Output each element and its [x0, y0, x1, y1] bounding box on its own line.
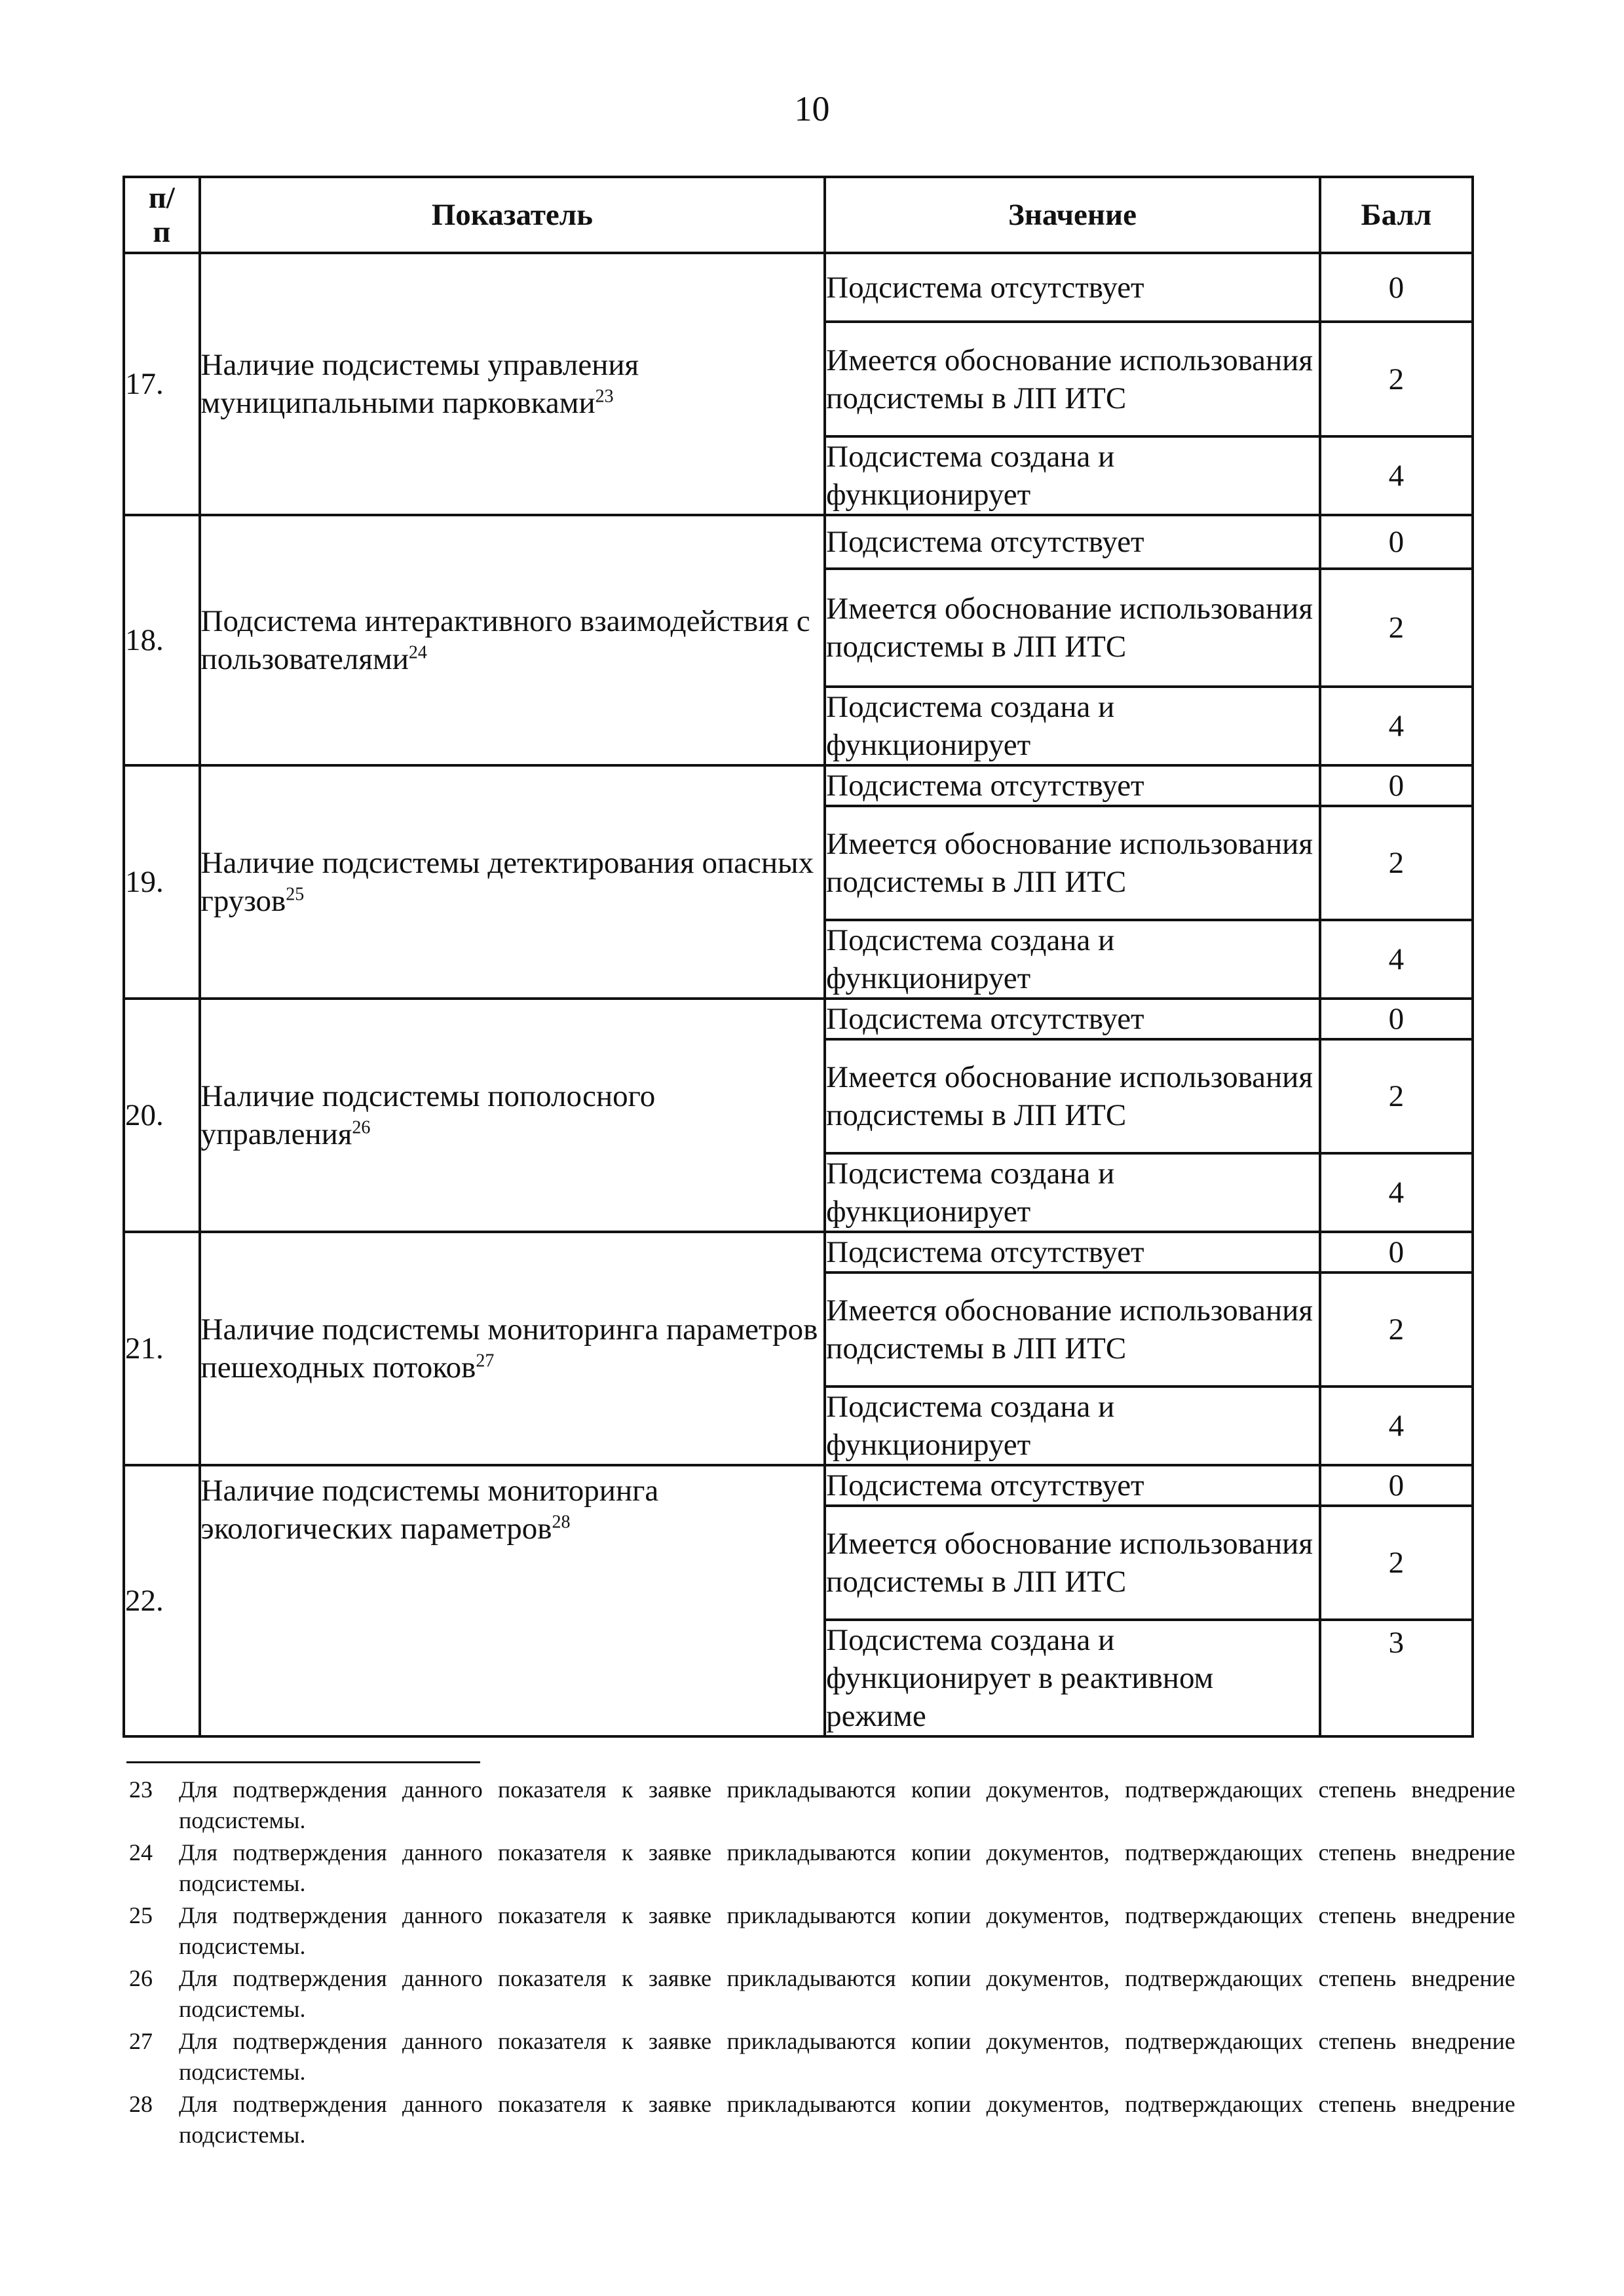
indicator-cell	[200, 999, 825, 1232]
value-cell: Имеется обоснование использования подсистемы в ЛП ИТС	[825, 806, 1320, 920]
score-cell: 0	[1320, 515, 1473, 569]
footnote	[126, 1900, 1515, 1962]
indicator-text: Подсистема интерактивного взаимодействия с пользователями	[200, 604, 810, 676]
score-cell: 2	[1320, 322, 1473, 436]
score-cell: 2	[1320, 569, 1473, 687]
page-number: 10	[794, 89, 830, 128]
header-score: Балл	[1320, 177, 1473, 253]
value-cell: Подсистема отсутствует	[825, 515, 1320, 569]
footnote	[126, 1837, 1515, 1899]
footnote-text: Для подтверждения данного показателя к заявке прикладываются копии документов, подтверждающих степень внедрение подсистемы.	[179, 1902, 1515, 1959]
value-cell: Подсистема отсутствует	[825, 1465, 1320, 1506]
footnote-number: 23	[129, 1776, 153, 1803]
footnote-number: 27	[129, 2028, 153, 2054]
indicator-cell	[200, 253, 825, 515]
footnote-ref[interactable]: 26	[352, 1117, 371, 1138]
score-cell: 0	[1320, 1232, 1473, 1272]
score-cell: 4	[1320, 436, 1473, 515]
value-cell: Подсистема отсутствует	[825, 765, 1320, 806]
footnote-text: Для подтверждения данного показателя к заявке прикладываются копии документов, подтверждающих степень внедрение подсистемы.	[179, 1839, 1515, 1896]
footnote-ref[interactable]: 23	[595, 386, 614, 407]
row-number: 20.	[124, 999, 200, 1232]
value-cell: Подсистема создана и функционирует в реактивном режиме	[825, 1620, 1320, 1736]
header-num	[124, 177, 200, 253]
score-cell: 2	[1320, 1506, 1473, 1620]
score-cell: 4	[1320, 687, 1473, 765]
footnote-number: 26	[129, 1965, 153, 1991]
footnotes	[126, 1774, 1515, 2152]
table-row	[124, 999, 1473, 1039]
value-cell: Подсистема отсутствует	[825, 253, 1320, 322]
table-row	[124, 1465, 1473, 1506]
indicator-cell	[200, 515, 825, 765]
table-row	[124, 253, 1473, 322]
score-cell: 0	[1320, 765, 1473, 806]
table-body	[124, 253, 1473, 1736]
score-cell: 4	[1320, 1153, 1473, 1232]
row-number: 17.	[124, 253, 200, 515]
score-cell: 0	[1320, 999, 1473, 1039]
value-cell: Подсистема создана и функционирует	[825, 1153, 1320, 1232]
row-number: 22.	[124, 1465, 200, 1736]
indicator-cell	[200, 1465, 825, 1736]
indicator-text: Наличие подсистемы мониторинга экологических параметров	[200, 1474, 659, 1546]
header-indicator: Показатель	[200, 177, 825, 253]
value-cell: Имеется обоснование использования подсистемы в ЛП ИТС	[825, 322, 1320, 436]
footnote-text: Для подтверждения данного показателя к заявке прикладываются копии документов, подтверждающих степень внедрение подсистемы.	[179, 2091, 1515, 2148]
footnote	[126, 1774, 1515, 1836]
table-header-row	[124, 177, 1473, 253]
header-value: Значение	[825, 177, 1320, 253]
score-cell: 2	[1320, 1039, 1473, 1153]
value-cell: Имеется обоснование использования подсистемы в ЛП ИТС	[825, 1272, 1320, 1387]
value-cell: Подсистема создана и функционирует	[825, 687, 1320, 765]
indicator-cell	[200, 1232, 825, 1465]
score-cell: 2	[1320, 1272, 1473, 1387]
value-cell: Имеется обоснование использования подсистемы в ЛП ИТС	[825, 1039, 1320, 1153]
table-row	[124, 515, 1473, 569]
value-cell: Подсистема создана и функционирует	[825, 436, 1320, 515]
footnote-ref[interactable]: 28	[552, 1512, 571, 1533]
value-cell: Подсистема создана и функционирует	[825, 1387, 1320, 1465]
footnote-ref[interactable]: 24	[408, 642, 427, 663]
footnote-text: Для подтверждения данного показателя к заявке прикладываются копии документов, подтверждающих степень внедрение подсистемы.	[179, 1965, 1515, 2022]
score-cell: 0	[1320, 1465, 1473, 1506]
footnote	[126, 1963, 1515, 2025]
table-row	[124, 1232, 1473, 1272]
footnote	[126, 2089, 1515, 2151]
score-cell: 0	[1320, 253, 1473, 322]
table-row	[124, 765, 1473, 806]
footnote-number: 25	[129, 1902, 153, 1928]
row-number: 19.	[124, 765, 200, 999]
score-cell: 3	[1320, 1620, 1473, 1736]
indicator-cell	[200, 765, 825, 999]
footnote	[126, 2026, 1515, 2088]
footnote-separator	[126, 1761, 480, 1763]
footnote-text: Для подтверждения данного показателя к заявке прикладываются копии документов, подтверждающих степень внедрение подсистемы.	[179, 2028, 1515, 2085]
value-cell: Имеется обоснование использования подсистемы в ЛП ИТС	[825, 569, 1320, 687]
row-number: 18.	[124, 515, 200, 765]
footnote-number: 24	[129, 1839, 153, 1866]
indicator-text: Наличие подсистемы управления муниципальными парковками	[200, 348, 639, 420]
footnote-number: 28	[129, 2091, 153, 2117]
footnote-ref[interactable]: 27	[476, 1350, 495, 1371]
value-cell: Подсистема отсутствует	[825, 999, 1320, 1039]
indicator-table	[123, 176, 1474, 1738]
header-num-text: п/ п	[148, 181, 175, 249]
value-cell: Имеется обоснование использования подсистемы в ЛП ИТС	[825, 1506, 1320, 1620]
footnote-text: Для подтверждения данного показателя к заявке прикладываются копии документов, подтверждающих степень внедрение подсистемы.	[179, 1776, 1515, 1833]
footnote-ref[interactable]: 25	[286, 884, 305, 905]
indicator-text: Наличие подсистемы детектирования опасных грузов	[200, 846, 814, 918]
score-cell: 4	[1320, 920, 1473, 999]
score-cell: 4	[1320, 1387, 1473, 1465]
score-cell: 2	[1320, 806, 1473, 920]
value-cell: Подсистема отсутствует	[825, 1232, 1320, 1272]
indicator-text: Наличие подсистемы пополосного управления	[200, 1079, 656, 1151]
indicator-text: Наличие подсистемы мониторинга параметров пешеходных потоков	[200, 1312, 818, 1385]
row-number: 21.	[124, 1232, 200, 1465]
value-cell: Подсистема создана и функционирует	[825, 920, 1320, 999]
